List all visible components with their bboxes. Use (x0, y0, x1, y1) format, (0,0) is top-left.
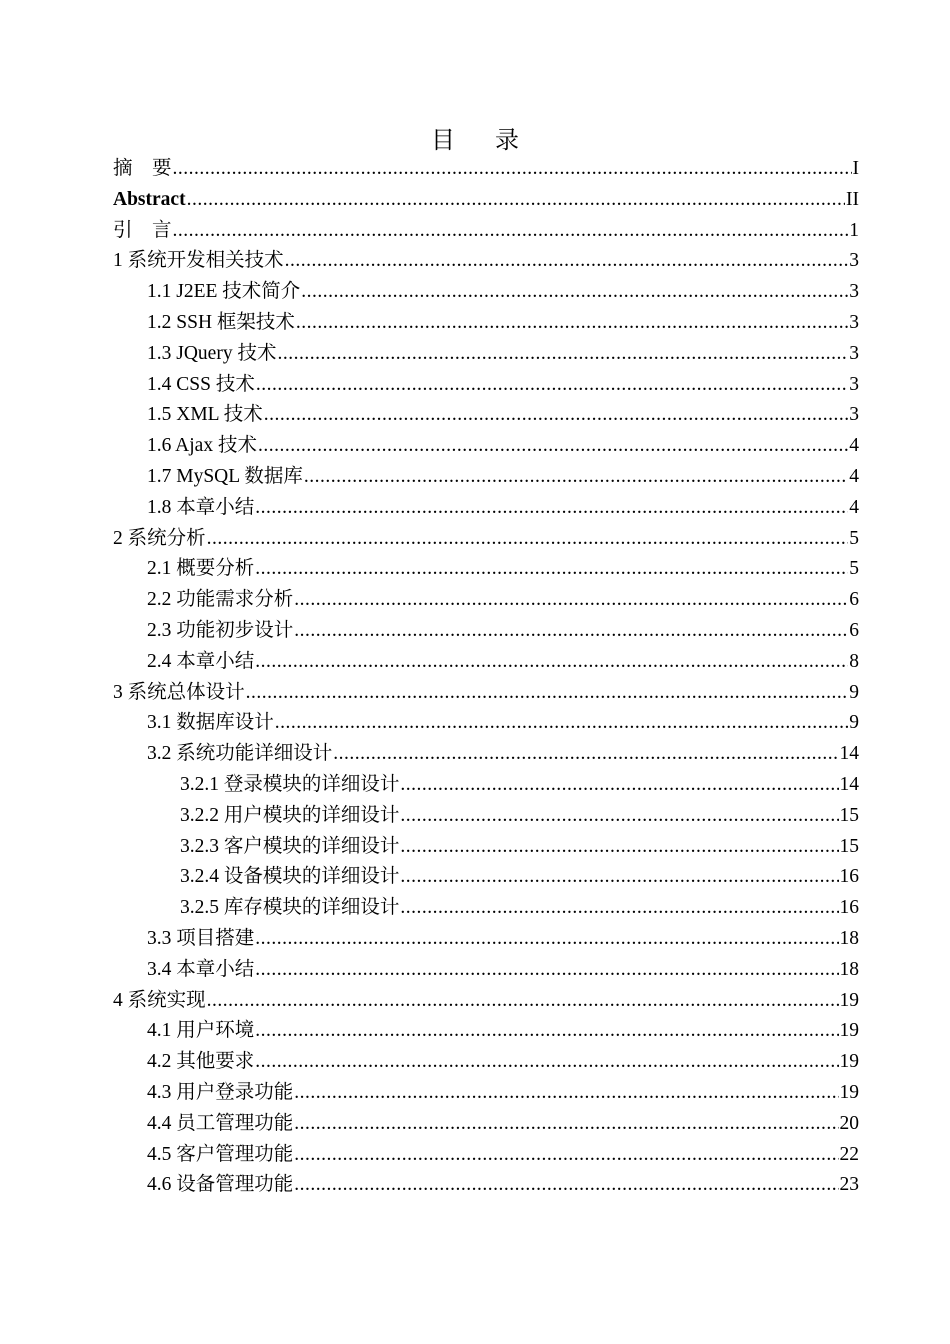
toc-entry[interactable] (113, 277, 859, 308)
toc-entry[interactable] (113, 1140, 859, 1171)
dot-leader (294, 585, 848, 616)
toc-entry-page-number: 3 (849, 250, 859, 272)
toc-entry-label: 3.2.5 库存模块的详细设计 (180, 897, 400, 919)
toc-entry[interactable] (113, 647, 859, 678)
toc-entry-page-number: 18 (839, 927, 859, 949)
dot-leader (275, 708, 848, 739)
toc-entry-page-number: 6 (849, 619, 859, 641)
toc-entry-page-number: 4 (849, 465, 859, 487)
dot-leader (264, 400, 849, 431)
dot-leader (207, 986, 839, 1017)
toc-entry-page-number: 3 (849, 342, 859, 364)
dot-leader (255, 924, 838, 955)
dot-leader (255, 955, 838, 986)
dot-leader (246, 678, 849, 709)
dot-leader (400, 801, 838, 832)
toc-entry-label: 4.1 用户环境 (147, 1020, 255, 1042)
toc-entry[interactable] (113, 893, 859, 924)
toc-entry-page-number: 5 (849, 527, 859, 549)
toc-entry-label: 2.3 功能初步设计 (147, 619, 294, 641)
toc-entry-label: 1.8 本章小结 (147, 496, 255, 518)
toc-entry[interactable] (113, 1047, 859, 1078)
toc-entry-label: 3.2.3 客户模块的详细设计 (180, 835, 400, 857)
dot-leader (301, 277, 848, 308)
toc-entry-page-number: 4 (849, 435, 859, 457)
toc-entry-page-number: I (852, 158, 859, 179)
toc-entry[interactable] (113, 216, 859, 247)
dot-leader (173, 216, 849, 247)
toc-entry-page-number: 14 (839, 743, 859, 765)
toc-entry[interactable] (113, 1078, 859, 1109)
toc-entry-label: 1.5 XML 技术 (147, 404, 263, 426)
toc-entry-page-number: 19 (839, 1081, 859, 1103)
toc-entry[interactable] (113, 524, 859, 555)
toc-entry[interactable] (113, 554, 859, 585)
toc-entry-label: 2.1 概要分析 (147, 558, 255, 580)
dot-leader (187, 185, 845, 216)
dot-leader (304, 462, 848, 493)
toc-entry-label: 1 系统开发相关技术 (113, 250, 284, 272)
toc-entry[interactable] (113, 154, 859, 185)
toc-entry-label: 3.2.1 登录模块的详细设计 (180, 773, 400, 795)
dot-leader (255, 554, 848, 585)
toc-entry[interactable] (113, 616, 859, 647)
toc-entry-page-number: 3 (849, 311, 859, 333)
dot-leader (294, 1170, 838, 1201)
dot-leader (207, 524, 849, 555)
toc-entry[interactable] (113, 400, 859, 431)
toc-entry-label: 1.6 Ajax 技术 (147, 435, 257, 457)
toc-entry[interactable] (113, 370, 859, 401)
toc-entry-label: 2 系统分析 (113, 527, 206, 549)
dot-leader (296, 308, 848, 339)
toc-entry[interactable] (113, 1170, 859, 1201)
toc-entry-label: 摘 要 (113, 158, 172, 179)
toc-entry-label: 2.2 功能需求分析 (147, 589, 294, 611)
toc-entry-page-number: 3 (849, 373, 859, 395)
dot-leader (294, 1109, 838, 1140)
toc-entry[interactable] (113, 462, 859, 493)
dot-leader (258, 431, 848, 462)
toc-entry-page-number: 19 (839, 1051, 859, 1073)
dot-leader (285, 246, 849, 277)
dot-leader (333, 739, 838, 770)
toc-entry[interactable] (113, 246, 859, 277)
toc-entry-page-number: 14 (839, 773, 859, 795)
toc-entry[interactable] (113, 862, 859, 893)
toc-entry-label: 4.3 用户登录功能 (147, 1081, 294, 1103)
dot-leader (400, 862, 838, 893)
toc-entry-label: 1.1 J2EE 技术简介 (147, 281, 301, 303)
toc-entry-label: 4.5 客户管理功能 (147, 1143, 294, 1165)
toc-entry-label: Abstract (113, 188, 186, 210)
toc-entry-label: 1.4 CSS 技术 (147, 373, 255, 395)
toc-entry-page-number: 4 (849, 496, 859, 518)
toc-entry[interactable] (113, 585, 859, 616)
table-of-contents (113, 154, 859, 1201)
toc-entry[interactable] (113, 801, 859, 832)
dot-leader (294, 616, 848, 647)
toc-entry[interactable] (113, 308, 859, 339)
toc-entry-label: 3.1 数据库设计 (147, 712, 274, 734)
toc-entry-label: 2.4 本章小结 (147, 650, 255, 672)
toc-entry-label: 3.3 项目搭建 (147, 927, 255, 949)
page-title (0, 120, 950, 155)
dot-leader (255, 1016, 838, 1047)
dot-leader (400, 832, 838, 863)
toc-entry[interactable] (113, 770, 859, 801)
toc-entry-page-number: II (846, 188, 859, 210)
toc-entry[interactable] (113, 986, 859, 1017)
toc-entry-label: 3.2.4 设备模块的详细设计 (180, 866, 400, 888)
toc-entry-page-number: 1 (849, 219, 859, 241)
toc-entry[interactable] (113, 832, 859, 863)
toc-entry-page-number: 16 (839, 866, 859, 888)
toc-entry-label: 引 言 (113, 219, 172, 241)
dot-leader (255, 647, 848, 678)
toc-entry[interactable] (113, 924, 859, 955)
toc-entry-label: 1.2 SSH 框架技术 (147, 311, 295, 333)
toc-entry-label: 3 系统总体设计 (113, 681, 245, 703)
toc-entry[interactable] (113, 185, 859, 216)
toc-entry-page-number: 15 (839, 835, 859, 857)
toc-entry-label: 3.2.2 用户模块的详细设计 (180, 804, 400, 826)
dot-leader (294, 1140, 838, 1171)
toc-entry-label: 1.3 JQuery 技术 (147, 342, 277, 364)
toc-entry[interactable] (113, 1016, 859, 1047)
toc-entry-page-number: 19 (839, 989, 859, 1011)
toc-entry[interactable] (113, 493, 859, 524)
toc-entry[interactable] (113, 739, 859, 770)
toc-entry-page-number: 8 (849, 650, 859, 672)
toc-entry-page-number: 5 (849, 558, 859, 580)
toc-entry-label: 3.2 系统功能详细设计 (147, 743, 333, 765)
dot-leader (294, 1078, 838, 1109)
toc-entry-page-number: 23 (839, 1174, 859, 1196)
toc-entry-page-number: 3 (849, 404, 859, 426)
toc-entry[interactable] (113, 339, 859, 370)
toc-entry-page-number: 15 (839, 804, 859, 826)
toc-entry-label: 4.4 员工管理功能 (147, 1112, 294, 1134)
toc-entry-label: 4.6 设备管理功能 (147, 1174, 294, 1196)
toc-entry-label: 4.2 其他要求 (147, 1051, 255, 1073)
dot-leader (255, 493, 848, 524)
toc-entry-page-number: 19 (839, 1020, 859, 1042)
page-title-char-2: 录 (495, 126, 519, 154)
toc-entry[interactable] (113, 678, 859, 709)
toc-entry[interactable] (113, 431, 859, 462)
toc-entry-page-number: 9 (849, 712, 859, 734)
toc-entry-page-number: 6 (849, 589, 859, 611)
toc-entry-page-number: 9 (849, 681, 859, 703)
toc-entry-page-number: 20 (839, 1112, 859, 1134)
toc-entry-page-number: 3 (849, 281, 859, 303)
dot-leader (255, 1047, 838, 1078)
page-title-char-1: 目 (431, 126, 455, 154)
dot-leader (173, 154, 852, 185)
dot-leader (400, 770, 838, 801)
dot-leader (400, 893, 838, 924)
toc-entry-label: 1.7 MySQL 数据库 (147, 465, 303, 487)
toc-entry-page-number: 16 (839, 897, 859, 919)
toc-entry-label: 4 系统实现 (113, 989, 206, 1011)
toc-entry[interactable] (113, 955, 859, 986)
toc-entry-page-number: 18 (839, 958, 859, 980)
toc-entry-label: 3.4 本章小结 (147, 958, 255, 980)
dot-leader (277, 339, 848, 370)
toc-entry-page-number: 22 (839, 1143, 859, 1165)
toc-entry[interactable] (113, 1109, 859, 1140)
toc-entry[interactable] (113, 708, 859, 739)
dot-leader (256, 370, 848, 401)
